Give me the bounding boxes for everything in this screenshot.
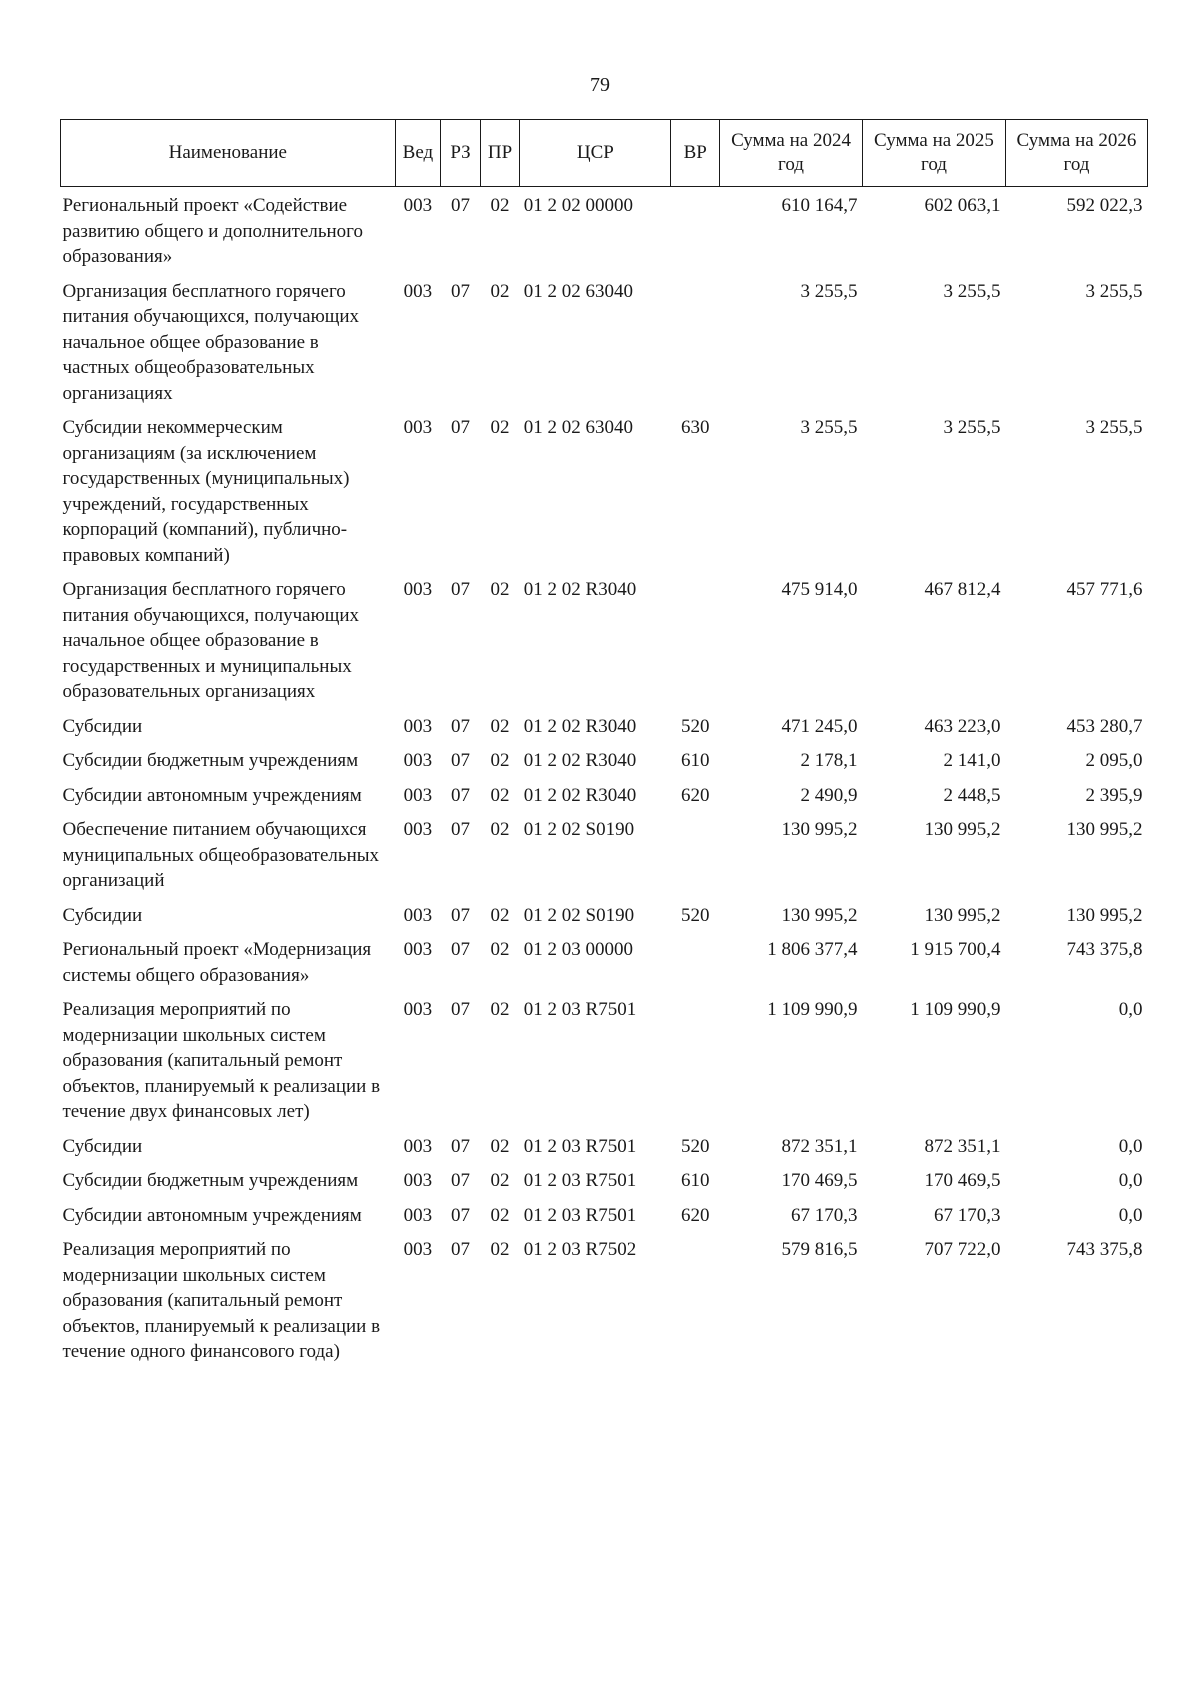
cell-rz: 07 <box>451 904 470 926</box>
cell-ved: 003 <box>403 579 433 600</box>
cell-name: Субсидии автономным учреждениям <box>62 1204 362 1226</box>
header-ved: Вед <box>395 120 441 187</box>
table-row <box>61 273 1148 410</box>
cell-sum-2025: 1 915 700,4 <box>910 939 1001 960</box>
header-sum-2025: Сумма на 2025 год <box>863 120 1006 187</box>
table-row <box>61 931 1148 991</box>
cell-sum-2024: 1 109 990,9 <box>767 999 858 1020</box>
cell-sum-2025: 3 255,5 <box>943 417 1001 438</box>
cell-sum-2025: 872 351,1 <box>924 1135 1001 1157</box>
cell-sum-2024: 3 255,5 <box>800 280 858 302</box>
cell-sum-2024: 872 351,1 <box>781 1135 858 1157</box>
cell-sum-2025: 2 448,5 <box>943 784 1001 806</box>
cell-rz: 07 <box>451 715 470 737</box>
cell-sum-2024: 3 255,5 <box>800 417 858 438</box>
cell-name: Субсидии бюджетным учреждениям <box>62 1170 359 1191</box>
cell-vr <box>671 571 720 708</box>
header-name: Наименование <box>61 120 396 187</box>
cell-rz: 07 <box>451 579 470 600</box>
cell-pr: 02 <box>490 819 510 840</box>
cell-name: Организация бесплатного горячего питания обучающихся, получающих начальное общее образование в частных общеобразовательных организациях <box>62 280 360 404</box>
cell-sum-2024: 1 806 377,4 <box>767 939 858 960</box>
cell-sum-2026: 0,0 <box>1118 1135 1143 1157</box>
cell-pr: 02 <box>490 1135 510 1157</box>
cell-rz: 07 <box>451 1239 470 1260</box>
cell-rz: 07 <box>451 1170 470 1191</box>
cell-csr: 01 2 03 R7501 <box>523 999 637 1020</box>
cell-csr: 01 2 02 R3040 <box>523 579 637 600</box>
cell-sum-2024: 67 170,3 <box>791 1204 858 1226</box>
cell-sum-2026: 2 395,9 <box>1085 784 1143 806</box>
cell-csr: 01 2 03 00000 <box>523 939 634 960</box>
cell-sum-2026: 743 375,8 <box>1066 939 1143 960</box>
cell-ved: 003 <box>403 784 433 806</box>
cell-sum-2025: 467 812,4 <box>924 579 1001 600</box>
cell-rz: 07 <box>451 1135 470 1157</box>
cell-pr: 02 <box>490 1239 510 1260</box>
cell-csr: 01 2 02 63040 <box>523 417 634 438</box>
cell-ved: 003 <box>403 280 433 302</box>
cell-vr: 520 <box>680 715 710 737</box>
cell-sum-2026: 130 995,2 <box>1066 819 1143 840</box>
table-row <box>61 1197 1148 1232</box>
cell-ved: 003 <box>403 715 433 737</box>
cell-ved: 003 <box>403 1170 433 1191</box>
cell-pr: 02 <box>490 999 510 1020</box>
cell-vr: 620 <box>680 784 710 806</box>
cell-ved: 003 <box>403 999 433 1020</box>
cell-name: Субсидии некоммерческим организациям (за исключением государственных (муниципальных) учреждений, государственных корпораций (компаний), публично-правовых компаний) <box>62 417 350 566</box>
cell-pr: 02 <box>490 579 510 600</box>
cell-name: Субсидии <box>62 715 143 737</box>
cell-ved: 003 <box>403 939 433 960</box>
table-row <box>61 991 1148 1128</box>
table-body <box>61 187 1148 1368</box>
cell-sum-2025: 130 995,2 <box>924 819 1001 840</box>
cell-vr: 610 <box>680 750 710 771</box>
cell-name: Реализация мероприятий по модернизации школьных систем образования (капитальный ремонт объектов, планируемый к реализации в течение одного финансового года) <box>62 1239 381 1362</box>
cell-ved: 003 <box>403 750 433 771</box>
header-pr: ПР <box>480 120 520 187</box>
cell-rz: 07 <box>451 939 470 960</box>
cell-sum-2024: 2 490,9 <box>800 784 858 806</box>
cell-name: Обеспечение питанием обучающихся муниципальных общеобразовательных организаций <box>62 819 379 891</box>
cell-name: Субсидии <box>62 1135 143 1157</box>
cell-rz: 07 <box>451 750 470 771</box>
cell-sum-2025: 3 255,5 <box>943 280 1001 302</box>
cell-sum-2024: 471 245,0 <box>781 715 858 737</box>
cell-sum-2025: 463 223,0 <box>924 715 1001 737</box>
cell-name: Реализация мероприятий по модернизации школьных систем образования (капитальный ремонт объектов, планируемый к реализации в течение двух финансовых лет) <box>62 999 381 1122</box>
budget-table <box>60 119 1148 1368</box>
cell-sum-2026: 0,0 <box>1118 1204 1143 1226</box>
cell-sum-2024: 2 178,1 <box>800 750 858 771</box>
header-sum-2026: Сумма на 2026 год <box>1005 120 1147 187</box>
header-csr: ЦСР <box>520 120 671 187</box>
cell-ved: 003 <box>403 417 433 438</box>
table-row <box>61 777 1148 812</box>
cell-pr: 02 <box>490 715 510 737</box>
cell-sum-2025: 707 722,0 <box>924 1239 1001 1260</box>
table-row <box>61 897 1148 932</box>
header-rz: РЗ <box>441 120 481 187</box>
cell-ved: 003 <box>403 904 433 926</box>
cell-sum-2024: 610 164,7 <box>781 195 858 216</box>
cell-rz: 07 <box>451 195 470 216</box>
table-row <box>61 1231 1148 1368</box>
cell-pr: 02 <box>490 417 510 438</box>
cell-rz: 07 <box>451 819 470 840</box>
cell-name: Субсидии <box>62 904 143 926</box>
cell-sum-2026: 3 255,5 <box>1085 280 1143 302</box>
cell-vr: 630 <box>680 417 710 438</box>
cell-name: Субсидии автономным учреждениям <box>62 784 362 806</box>
cell-csr: 01 2 02 R3040 <box>523 715 637 737</box>
table-row <box>61 187 1148 273</box>
table-row <box>61 571 1148 708</box>
cell-rz: 07 <box>451 417 470 438</box>
table-row <box>61 811 1148 897</box>
cell-sum-2026: 0,0 <box>1118 1170 1143 1191</box>
cell-vr: 610 <box>680 1170 710 1191</box>
cell-pr: 02 <box>490 784 510 806</box>
cell-sum-2026: 592 022,3 <box>1066 195 1143 216</box>
cell-sum-2025: 2 141,0 <box>943 750 1001 771</box>
cell-name: Региональный проект «Содействие развитию общего и дополнительного образования» <box>62 195 363 267</box>
cell-sum-2026: 130 995,2 <box>1066 904 1143 926</box>
cell-sum-2026: 453 280,7 <box>1066 715 1143 737</box>
cell-csr: 01 2 03 R7501 <box>523 1170 637 1191</box>
cell-ved: 003 <box>403 1239 433 1260</box>
cell-sum-2026: 0,0 <box>1118 999 1143 1020</box>
cell-ved: 003 <box>403 819 433 840</box>
cell-sum-2024: 579 816,5 <box>781 1239 858 1260</box>
cell-pr: 02 <box>490 1170 510 1191</box>
cell-csr: 01 2 03 R7501 <box>523 1135 637 1157</box>
table-row <box>61 708 1148 743</box>
cell-csr: 01 2 03 R7501 <box>523 1204 637 1226</box>
cell-sum-2026: 743 375,8 <box>1066 1239 1143 1260</box>
cell-csr: 01 2 02 R3040 <box>523 784 637 806</box>
cell-csr: 01 2 02 R3040 <box>523 750 637 771</box>
cell-csr: 01 2 02 S0190 <box>523 819 635 840</box>
cell-vr <box>671 187 720 273</box>
cell-ved: 003 <box>403 1204 433 1226</box>
table-header <box>61 120 1148 187</box>
cell-vr: 520 <box>680 1135 710 1157</box>
cell-vr <box>671 811 720 897</box>
table-row <box>61 742 1148 777</box>
cell-rz: 07 <box>451 280 470 302</box>
cell-name: Субсидии бюджетным учреждениям <box>62 750 359 771</box>
cell-name: Региональный проект «Модернизация системы общего образования» <box>62 939 372 986</box>
cell-name: Организация бесплатного горячего питания обучающихся, получающих начальное общее образование в государственных и муниципальных образовательных организациях <box>62 579 360 702</box>
cell-sum-2026: 2 095,0 <box>1085 750 1143 771</box>
cell-rz: 07 <box>451 784 470 806</box>
table-row <box>61 1128 1148 1163</box>
cell-sum-2024: 130 995,2 <box>781 904 858 926</box>
cell-pr: 02 <box>490 939 510 960</box>
cell-pr: 02 <box>490 904 510 926</box>
cell-sum-2025: 1 109 990,9 <box>910 999 1001 1020</box>
cell-rz: 07 <box>451 1204 470 1226</box>
cell-sum-2024: 475 914,0 <box>781 579 858 600</box>
cell-sum-2026: 3 255,5 <box>1085 417 1143 438</box>
cell-rz: 07 <box>451 999 470 1020</box>
cell-sum-2025: 130 995,2 <box>924 904 1001 926</box>
cell-pr: 02 <box>490 750 510 771</box>
cell-csr: 01 2 02 63040 <box>523 280 634 302</box>
cell-pr: 02 <box>490 280 510 302</box>
cell-ved: 003 <box>403 1135 433 1157</box>
header-vr: ВР <box>671 120 720 187</box>
cell-csr: 01 2 02 00000 <box>523 195 634 216</box>
cell-sum-2024: 130 995,2 <box>781 819 858 840</box>
header-row <box>61 120 1148 187</box>
cell-sum-2025: 602 063,1 <box>924 195 1001 216</box>
cell-sum-2024: 170 469,5 <box>781 1170 858 1191</box>
cell-pr: 02 <box>490 195 510 216</box>
cell-ved: 003 <box>403 195 433 216</box>
cell-pr: 02 <box>490 1204 510 1226</box>
cell-vr: 620 <box>680 1204 710 1226</box>
cell-vr <box>671 991 720 1128</box>
cell-vr <box>671 273 720 410</box>
cell-vr: 520 <box>680 904 710 926</box>
cell-csr: 01 2 02 S0190 <box>523 904 635 926</box>
table-row <box>61 409 1148 571</box>
table-row <box>61 1162 1148 1197</box>
header-sum-2024: Сумма на 2024 год <box>720 120 863 187</box>
page-number: 79 <box>590 74 610 96</box>
cell-csr: 01 2 03 R7502 <box>523 1239 637 1260</box>
cell-sum-2025: 67 170,3 <box>933 1204 1001 1226</box>
cell-vr <box>671 1231 720 1368</box>
cell-sum-2025: 170 469,5 <box>924 1170 1001 1191</box>
cell-sum-2026: 457 771,6 <box>1066 579 1143 600</box>
cell-vr <box>671 931 720 991</box>
